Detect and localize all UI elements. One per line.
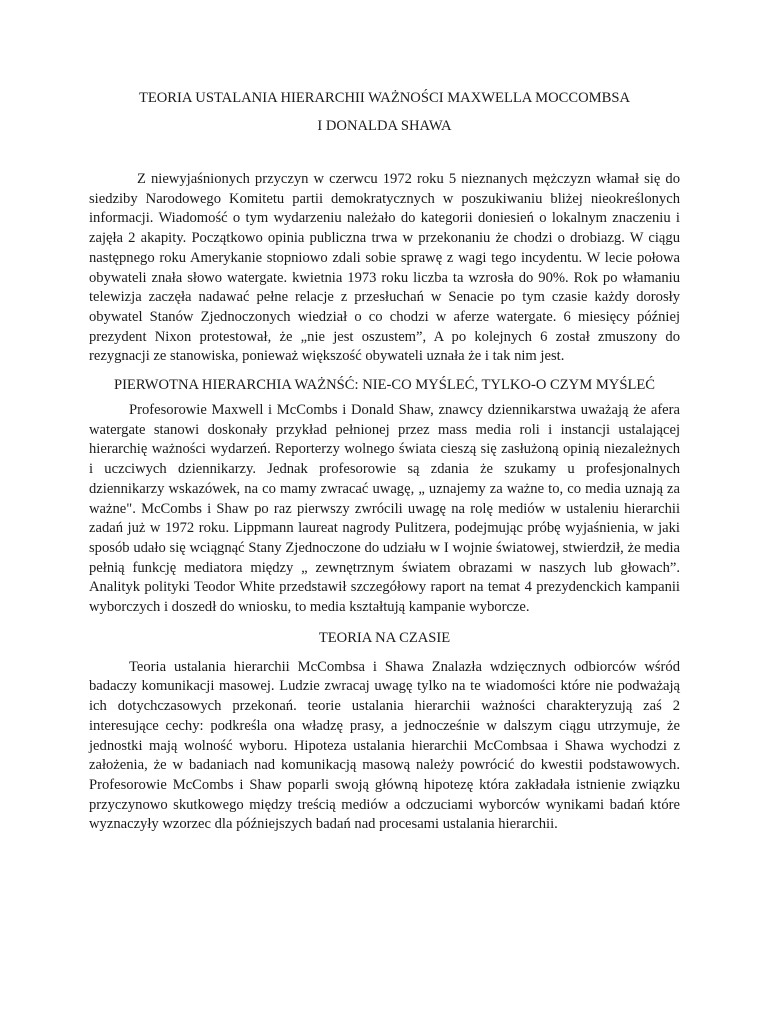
document-page [89, 88, 680, 835]
document-title-line1: TEORIA USTALANIA HIERARCHII WAŻNOŚCI MAXWELLA MOCCOMBSA [138, 90, 631, 106]
paragraph-mccombs-shaw: Profesorowie Maxwell i McCombs i Donald Shaw, znawcy dziennikarstwa uważają że afera watergate stanowi doskonały przykład pełnionej przez mass media roli i instancji ustalającej hierarchię ważności wydarzeń. Reporterzy wolnego świata cieszą się zasłużoną opinią niezależnych i uczciwych dziennikarzy. Jednak profesorowie są zdania że szukamy u profesjonalnych dziennikarzy wskazówek, na co mamy zwracać uwagę, „ uznajemy za ważne to, co media uznają za ważne". McCombs i Shaw po raz pierwszy zwrócili uwagę na rolę mediów w ustaleniu hierarchii zadań już w 1972 roku. Lippmann laureat nagrody Pulitzera, podejmując próbę wyjaśnienia, w jaki sposób udało się wciągnąć Stany Zjednoczone do udziału w I wojnie światowej, stwierdził, że media pełnią funkcję mediatora między „ zewnętrznym światem obrazami w naszych lub głowach”. Analityk polityki Teodor White przedstawił szczegółowy raport na temat 4 prezydenckich kampanii wyborczych i doszedł do wniosku, to media kształtują kampanie wyborcze. [89, 402, 680, 616]
paragraph-watergate-intro: Z niewyjaśnionych przyczyn w czerwcu 1972 roku 5 nieznanych mężczyzn włamał się do siedziby Narodowego Komitetu partii demokratycznych w poszukiwaniu bliżej nieokreślonych informacji. Wiadomość o tym wydarzeniu należało do kategorii doniesień o lokalnym znaczeniu i zajęła 2 akapity. Początkowo opinia publiczna trwa w przekonaniu że chodzi o drobiazg. W ciągu następnego roku Amerykanie stopniowo zdali sobie sprawę z wagi tego incydentu. W lecie połowa obywateli znała słowo watergate. kwietnia 1973 roku liczba ta wzrosła do 90%. Rok po włamaniu telewizja zaczęła nadawać pełne relacje z przesłuchań w Senacie po tym czasie każdy dorosły obywatel Stanów Zjednoczonych wiedział o co chodzi w aferze watergate. 6 miesięcy później prezydent Nixon protestował, że „nie jest oszustem”, A po kolejnych 6 został zmuszony do rezygnacji ze stanowiska, ponieważ większość obywateli uznała że i tak nim jest. [89, 171, 680, 365]
paragraph-theory-reception: Teoria ustalania hierarchii McCombsa i Shawa Znalazła wdzięcznych odbiorców wśród badaczy komunikacji masowej. Ludzie zwracaj uwagę tylko na te wiadomości które nie podważają ich dotychczasowych przekonań. teorie ustalania hierarchii ważności charakteryzują zaś 2 interesujące cechy: podkreśla ona władzę prasy, a jednocześnie w dalszym ciągu utrzymuje, że jednostki mają wolność wyboru. Hipoteza ustalania hierarchii McCombsaa i Shawa wychodzi z założenia, że w badaniach nad komunikacją masową należy powrócić do kwestii podstawowych. Profesorowie McCombs i Shaw poparli swoją główną hipotezę która zakładała istnienie związku przyczynowo skutkowego między treścią mediów a odczuciami wyborców wynikami badań które wyznaczyły wzorzec dla późniejszych badań nad procesami ustalania hierarchii. [89, 658, 680, 833]
section-heading-theory-on-time: TEORIA NA CZASIE [318, 629, 451, 646]
section-heading-primary-hierarchy: PIERWOTNA HIERARCHIA WAŻNŚĆ: NIE-CO MYŚLEĆ, TYLKO-O CZYM MYŚLEĆ [113, 377, 656, 394]
document-title-line2: I DONALDA SHAWA [317, 118, 452, 134]
